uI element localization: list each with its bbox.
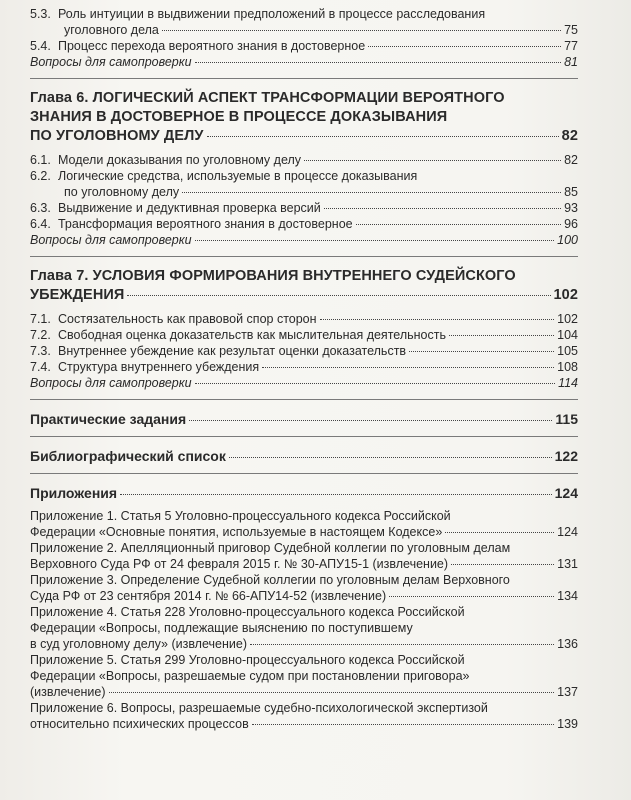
toc-practical-tasks bbox=[30, 410, 578, 428]
toc-entry-6-3 bbox=[30, 200, 578, 216]
page-number: 139 bbox=[557, 717, 578, 731]
section-title: Приложения bbox=[30, 485, 118, 501]
leader-dots bbox=[262, 367, 554, 368]
leader-dots bbox=[207, 136, 559, 137]
appendix-title: Приложение 4. Статья 228 Уголовно-процессуального кодекса Российской bbox=[30, 605, 465, 619]
leader-dots bbox=[304, 160, 561, 161]
entry-number: 5.3. bbox=[30, 7, 51, 21]
appendix-title: Приложение 3. Определение Судебной коллегии по уголовным делам Верховного bbox=[30, 573, 510, 587]
leader-dots bbox=[162, 30, 561, 31]
entry-title: Роль интуиции в выдвижении предположений в процессе расследования bbox=[58, 7, 486, 21]
toc-entry-questions-6 bbox=[30, 232, 578, 248]
leader-dots bbox=[120, 494, 552, 495]
entry-title: Структура внутреннего убеждения bbox=[58, 360, 260, 374]
leader-dots bbox=[229, 457, 552, 458]
toc-appendix-6 bbox=[30, 700, 578, 732]
leader-dots bbox=[368, 46, 561, 47]
appendix-title-cont: относительно психических процессов bbox=[30, 717, 249, 731]
entry-number: 6.3. bbox=[30, 201, 51, 215]
entry-title: Трансформация вероятного знания в достоверное bbox=[58, 217, 353, 231]
page-number: 122 bbox=[554, 448, 578, 464]
appendix-title-cont: Федерации «Основные понятия, используемые в настоящем Кодексе» bbox=[30, 525, 443, 539]
toc-chapter-7 bbox=[30, 267, 578, 305]
leader-dots bbox=[109, 692, 555, 693]
toc-entry-7-1 bbox=[30, 311, 578, 327]
divider bbox=[30, 78, 578, 79]
toc-entry-5-3 bbox=[30, 6, 578, 38]
chapter-title-cont: ПО УГОЛОВНОМУ ДЕЛУ bbox=[30, 128, 204, 144]
chapter-title: Глава 6. ЛОГИЧЕСКИЙ АСПЕКТ ТРАНСФОРМАЦИИ ВЕРОЯТНОГО bbox=[30, 90, 505, 106]
page-number: 100 bbox=[557, 233, 578, 247]
leader-dots bbox=[252, 724, 554, 725]
leader-dots bbox=[389, 596, 554, 597]
page-number: 85 bbox=[564, 185, 578, 199]
chapter-title-cont: УБЕЖДЕНИЯ bbox=[30, 287, 125, 303]
toc-appendix-4 bbox=[30, 604, 578, 652]
leader-dots bbox=[445, 532, 554, 533]
chapter-title: Глава 7. УСЛОВИЯ ФОРМИРОВАНИЯ ВНУТРЕННЕГО СУДЕЙСКОГО bbox=[30, 268, 516, 284]
leader-dots bbox=[451, 564, 554, 565]
leader-dots bbox=[356, 224, 562, 225]
leader-dots bbox=[409, 351, 554, 352]
entry-number: 7.2. bbox=[30, 328, 51, 342]
section-title: Практические задания bbox=[30, 411, 187, 427]
page-number: 81 bbox=[564, 55, 578, 69]
entry-title: Внутреннее убеждение как результат оценки доказательств bbox=[58, 344, 407, 358]
page-number: 114 bbox=[558, 376, 578, 390]
toc-entry-6-2 bbox=[30, 168, 578, 200]
page-number: 93 bbox=[564, 201, 578, 215]
page-number: 134 bbox=[557, 589, 578, 603]
page-number: 124 bbox=[554, 485, 578, 501]
divider bbox=[30, 399, 578, 400]
leader-dots bbox=[324, 208, 561, 209]
entry-number: 7.1. bbox=[30, 312, 51, 326]
entry-title: Процесс перехода вероятного знания в достоверное bbox=[58, 39, 366, 53]
toc-entry-7-3 bbox=[30, 343, 578, 359]
leader-dots bbox=[127, 295, 550, 296]
entry-title: Выдвижение и дедуктивная проверка версий bbox=[58, 201, 321, 215]
toc-entry-6-4 bbox=[30, 216, 578, 232]
appendix-title-cont: Суда РФ от 23 сентября 2014 г. № 66-АПУ14-52 (извлечение) bbox=[30, 589, 387, 603]
chapter-title-cont: ЗНАНИЯ В ДОСТОВЕРНОЕ В ПРОЦЕССЕ ДОКАЗЫВАНИЯ bbox=[30, 109, 448, 125]
page-number: 82 bbox=[561, 128, 578, 144]
page-number: 108 bbox=[557, 360, 578, 374]
toc-appendix-3 bbox=[30, 572, 578, 604]
leader-dots bbox=[250, 644, 554, 645]
entry-title: Вопросы для самопроверки bbox=[30, 55, 192, 69]
leader-dots bbox=[189, 420, 552, 421]
toc-entry-questions-7 bbox=[30, 375, 578, 391]
leader-dots bbox=[182, 192, 561, 193]
toc-entry-5-4 bbox=[30, 38, 578, 54]
appendix-title: Приложение 5. Статья 299 Уголовно-процессуального кодекса Российской bbox=[30, 653, 465, 667]
toc-appendix-1 bbox=[30, 508, 578, 540]
toc-entry-6-1 bbox=[30, 152, 578, 168]
appendix-title: Приложение 6. Вопросы, разрешаемые судебно-психологической экспертизой bbox=[30, 701, 488, 715]
entry-title: Вопросы для самопроверки bbox=[30, 376, 192, 390]
toc-appendix-2 bbox=[30, 540, 578, 572]
page-number: 96 bbox=[564, 217, 578, 231]
page-number: 136 bbox=[557, 637, 578, 651]
toc-appendix-5 bbox=[30, 652, 578, 700]
toc-chapter-6 bbox=[30, 89, 578, 146]
entry-number: 6.2. bbox=[30, 169, 51, 183]
toc-bibliography bbox=[30, 447, 578, 465]
table-of-contents bbox=[30, 6, 578, 732]
leader-dots bbox=[195, 240, 555, 241]
entry-title: Вопросы для самопроверки bbox=[30, 233, 192, 247]
page-number: 115 bbox=[555, 411, 578, 427]
divider bbox=[30, 256, 578, 257]
leader-dots bbox=[320, 319, 555, 320]
leader-dots bbox=[195, 383, 555, 384]
page-number: 102 bbox=[557, 312, 578, 326]
appendix-title-cont: Федерации «Вопросы, разрешаемые судом при постановлении приговора» bbox=[30, 669, 470, 683]
entry-number: 5.4. bbox=[30, 39, 51, 53]
toc-entry-7-2 bbox=[30, 327, 578, 343]
leader-dots bbox=[195, 62, 561, 63]
entry-title-cont: по уголовному делу bbox=[64, 185, 180, 199]
page-number: 131 bbox=[557, 557, 578, 571]
page-number: 124 bbox=[557, 525, 578, 539]
divider bbox=[30, 436, 578, 437]
page-number: 102 bbox=[553, 287, 578, 303]
entry-number: 7.3. bbox=[30, 344, 51, 358]
entry-title: Свободная оценка доказательств как мыслительная деятельность bbox=[58, 328, 446, 342]
page-number: 104 bbox=[557, 328, 578, 342]
appendix-title-cont: Федерации «Вопросы, подлежащие выяснению по поступившему bbox=[30, 621, 413, 635]
entry-number: 6.4. bbox=[30, 217, 51, 231]
section-title: Библиографический список bbox=[30, 448, 226, 464]
entry-title: Состязательность как правовой спор сторон bbox=[58, 312, 317, 326]
entry-title-cont: уголовного дела bbox=[64, 23, 159, 37]
toc-appendices bbox=[30, 484, 578, 502]
page-number: 82 bbox=[564, 153, 578, 167]
leader-dots bbox=[449, 335, 554, 336]
entry-number: 6.1. bbox=[30, 153, 51, 167]
appendix-title-cont: в суд уголовному делу» (извлечение) bbox=[30, 637, 247, 651]
page-number: 75 bbox=[564, 23, 578, 37]
appendix-title-cont: (извлечение) bbox=[30, 685, 106, 699]
page-number: 77 bbox=[564, 39, 578, 53]
page-number: 137 bbox=[557, 685, 578, 699]
entry-title: Модели доказывания по уголовному делу bbox=[58, 153, 302, 167]
toc-entry-7-4 bbox=[30, 359, 578, 375]
appendix-title: Приложение 2. Апелляционный приговор Судебной коллегии по уголовным делам bbox=[30, 541, 511, 555]
entry-title: Логические средства, используемые в процессе доказывания bbox=[58, 169, 418, 183]
page-number: 105 bbox=[557, 344, 578, 358]
appendix-title-cont: Верховного Суда РФ от 24 февраля 2015 г. № 30-АПУ15-1 (извлечение) bbox=[30, 557, 449, 571]
entry-number: 7.4. bbox=[30, 360, 51, 374]
toc-entry-questions-5 bbox=[30, 54, 578, 70]
appendix-title: Приложение 1. Статья 5 Уголовно-процессуального кодекса Российской bbox=[30, 509, 451, 523]
divider bbox=[30, 473, 578, 474]
